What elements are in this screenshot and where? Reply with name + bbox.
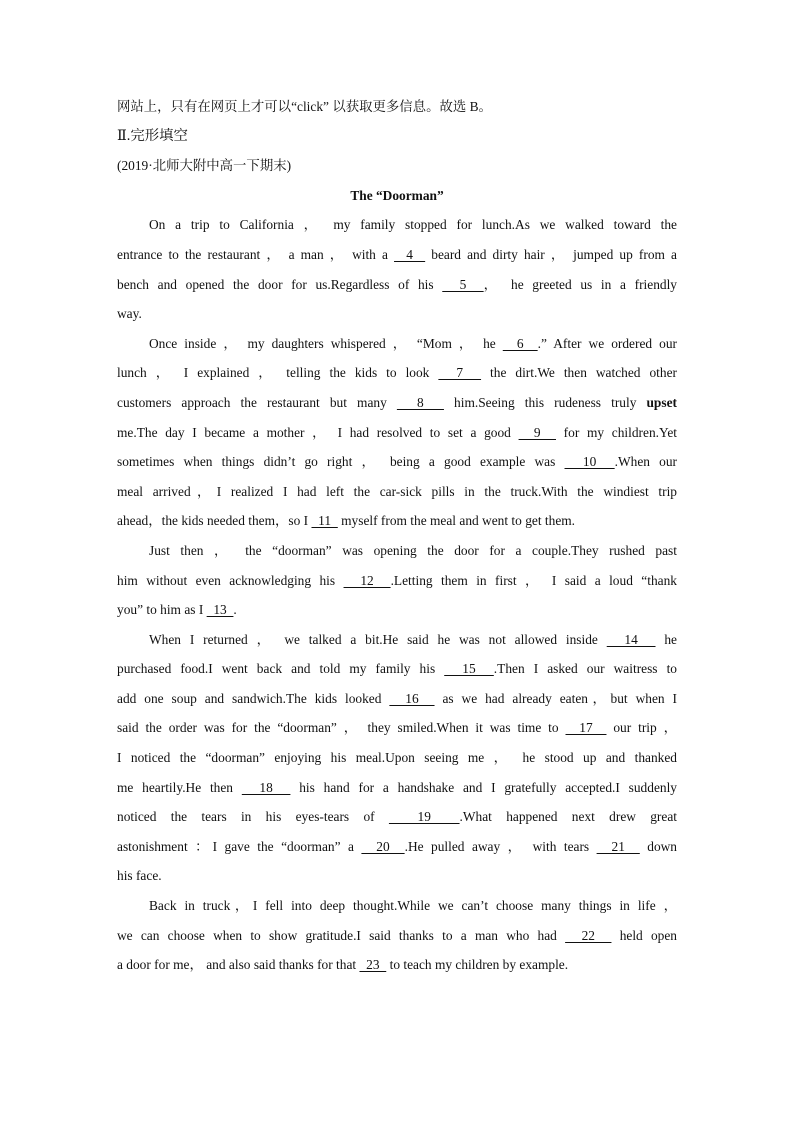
answer-blank: 15 [444, 661, 494, 677]
text-segment: Once inside ， my daughters whispered ， “Mom ， he [149, 335, 503, 351]
text-segment: down [639, 838, 678, 854]
section-heading: Ⅱ.完形填空 [117, 127, 188, 144]
document-page [117, 92, 677, 980]
text-segment: .Letting them in first ， I said a loud “thank [390, 572, 678, 588]
answer-blank: 10 [564, 454, 615, 470]
source-line: (2019·北师大附中高一下期末) [117, 158, 292, 174]
answer-blank: 4 [394, 246, 426, 262]
passage-line [117, 418, 677, 448]
answer-blank: 6 [502, 335, 538, 351]
answer-blank: 9 [518, 424, 556, 440]
text-segment: ， he greeted us in a friendly [483, 276, 678, 292]
passage-line [117, 477, 677, 507]
answer-blank: 21 [596, 838, 640, 854]
passage-line [117, 832, 677, 862]
passage-line [117, 684, 677, 714]
text-segment: bench and opened the door for us.Regardless of his [117, 276, 443, 292]
answer-blank: 18 [241, 779, 291, 795]
text-segment: .When our [614, 454, 677, 470]
answer-blank: 7 [438, 365, 482, 381]
text-segment: me heartily.He then [117, 779, 242, 795]
passage-line [117, 773, 677, 803]
answer-blank: 12 [343, 572, 391, 588]
passage-body [117, 210, 677, 979]
answer-blank: 5 [442, 276, 484, 292]
text-segment: Back in truck，I fell into deep thought.While we can’t choose many things in life ， [149, 898, 677, 914]
text-segment: lunch ， I explained ， telling the kids to look [117, 365, 439, 381]
text-segment: our trip ， [606, 720, 677, 736]
text-segment: entrance to the restaurant ， a man ， with a [117, 246, 395, 262]
text-segment: . [233, 602, 237, 618]
passage-line [117, 506, 677, 536]
text-segment: .What happened next drew great [459, 809, 678, 825]
text-segment: him.Seeing this rudeness truly [443, 394, 647, 410]
text-segment: held open [611, 927, 678, 943]
answer-blank: 20 [361, 838, 405, 854]
passage-line [117, 299, 677, 329]
passage-line [117, 388, 677, 418]
text-segment: to teach my children by example. [386, 957, 569, 973]
passage-line [117, 713, 677, 743]
passage-line [117, 743, 677, 773]
answer-blank: 8 [396, 394, 444, 410]
passage-line [117, 595, 677, 625]
text-segment: you” to him as I [117, 602, 207, 618]
passage-line [117, 802, 677, 832]
passage-line [117, 447, 677, 477]
text-segment: Just then ， the “doorman” was opening the door for a couple.They rushed past [149, 542, 677, 558]
text-segment: we can choose when to show gratitude.I said thanks to a man who had [117, 927, 566, 943]
text-segment: me.The day I became a mother ， I had resolved to set a good [117, 424, 519, 440]
answer-blank: 23 [359, 957, 387, 973]
text-segment: for my children.Yet [556, 424, 677, 440]
text-segment: add one soup and sandwich.The kids looked [117, 690, 390, 706]
answer-blank: 14 [606, 631, 656, 647]
text-segment: said the order was for the “doorman” ， they smiled.When it was time to [117, 720, 566, 736]
text-segment: customers approach the restaurant but many [117, 394, 397, 410]
answer-blank: 16 [389, 690, 435, 706]
passage-line [117, 654, 677, 684]
text-segment: the dirt.We then watched other [481, 365, 677, 381]
passage-line [117, 891, 677, 921]
passage-line [117, 950, 677, 980]
passage-line [117, 921, 677, 951]
text-segment: purchased food.I went back and told my family his [117, 661, 445, 677]
text-segment: him without even acknowledging his [117, 572, 344, 588]
answer-blank: 17 [565, 720, 607, 736]
text-segment: a door for me， and also said thanks for that [117, 957, 360, 973]
text-segment: astonishment ：I gave the “doorman” a [117, 838, 362, 854]
answer-blank: 11 [311, 513, 338, 529]
text-segment: as we had already eaten，but when I [434, 690, 677, 706]
passage-line [117, 536, 677, 566]
passage-line [117, 240, 677, 270]
passage-line [117, 329, 677, 359]
passage-line [117, 270, 677, 300]
text-segment: he [655, 631, 678, 647]
text-segment: beard and dirty hair ， jumped up from a [425, 246, 677, 262]
passage-line [117, 358, 677, 388]
text-segment: meal arrived，I realized I had left the car-sick pills in the truck.With the windiest trip [117, 483, 677, 499]
text-segment: his face. [117, 868, 162, 884]
text-segment: noticed the tears in his eyes-tears of [117, 809, 389, 825]
passage-line [117, 625, 677, 655]
intro-line: 网站上，只有在网页上才可以“click” 以获取更多信息。故选 B。 [117, 99, 492, 114]
passage-line [117, 210, 677, 240]
text-segment: ahead，the kids needed them，so I [117, 513, 312, 529]
text-segment: way. [117, 306, 142, 322]
text-segment: When I returned ， we talked a bit.He said he was not allowed inside [149, 631, 607, 647]
answer-blank: 13 [206, 602, 234, 618]
answer-blank: 19 [388, 809, 460, 825]
text-segment: I noticed the “doorman” enjoying his meal.Upon seeing me ， he stood up and thanked [117, 750, 677, 766]
passage-line [117, 566, 677, 596]
text-segment: myself from the meal and went to get them. [337, 513, 576, 529]
text-segment: .He pulled away ， with tears [404, 838, 597, 854]
bold-word: upset [646, 394, 677, 410]
passage-line [117, 861, 677, 891]
text-segment: his hand for a handshake and I gratefully accepted.I suddenly [290, 779, 678, 795]
text-segment: .Then I asked our waitress to [493, 661, 677, 677]
text-segment: On a trip to California ， my family stopped for lunch.As we walked toward the [149, 217, 677, 233]
text-segment: .” After we ordered our [537, 335, 677, 351]
answer-blank: 22 [565, 927, 612, 943]
text-segment: sometimes when things didn’t go right ， being a good example was [117, 454, 565, 470]
passage-title: The “Doorman” [350, 187, 444, 203]
